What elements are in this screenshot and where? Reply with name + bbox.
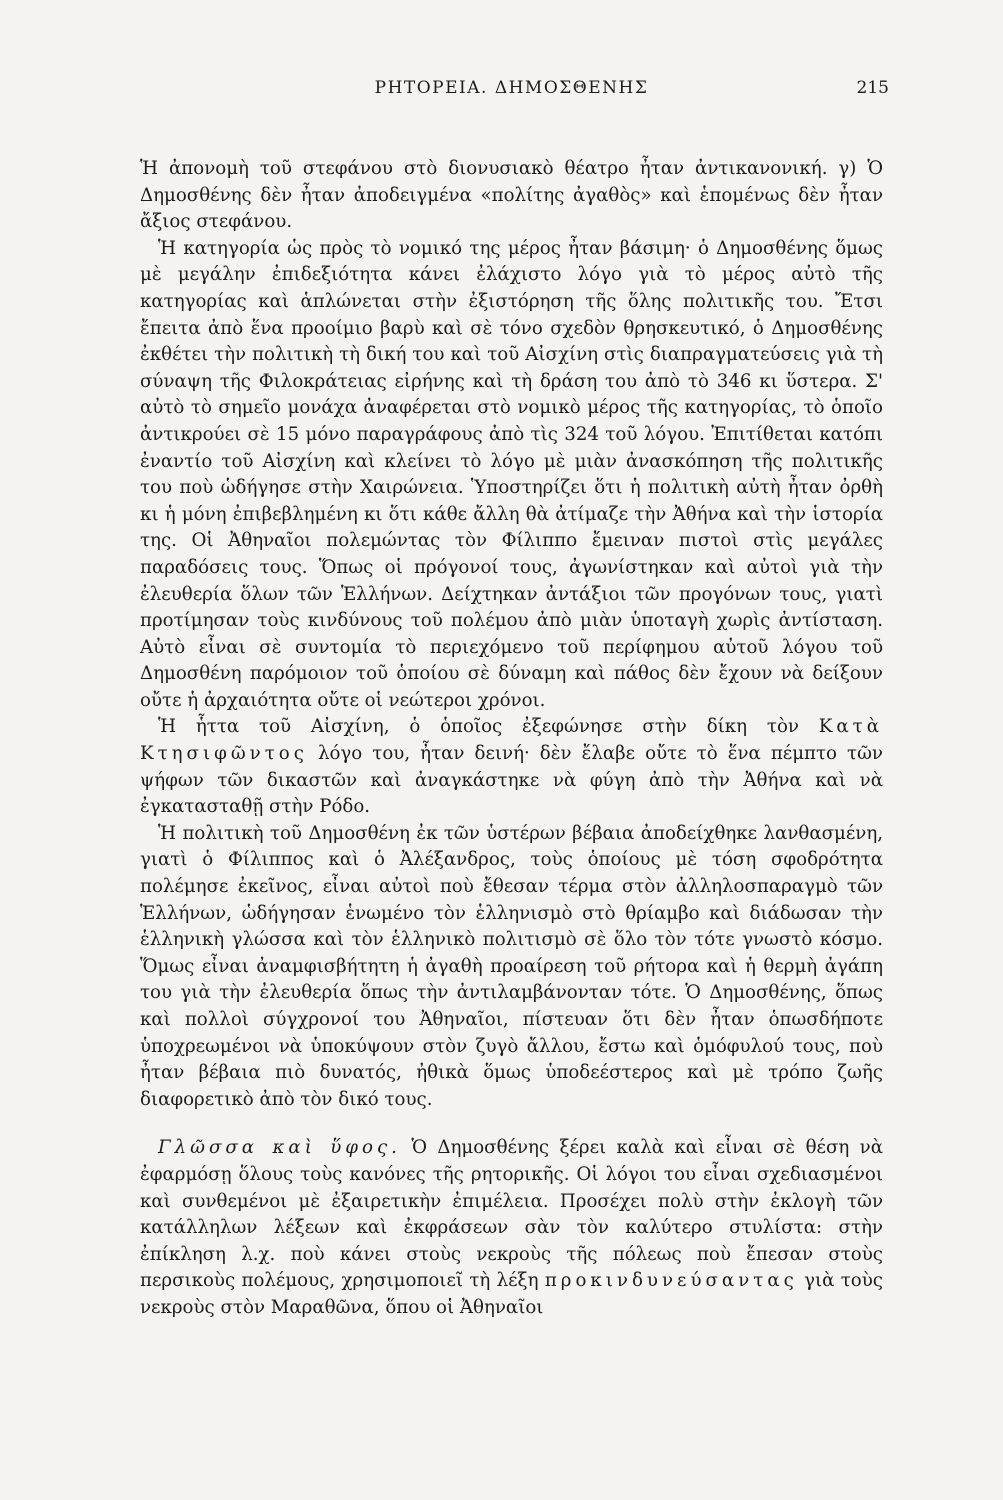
spaced-word: προκινδυνεύσαντας [544, 1270, 798, 1292]
paragraph-5 [140, 1135, 883, 1321]
paragraph-5-mid: Ὁ Δημοσθένης ξέρει καλὰ καὶ εἶναι σὲ θέση νὰ ἐφαρμόσῃ ὅλους τοὺς κανόνες τῆς ρητορικῆς. Οἱ λόγοι του εἶναι σχεδιασμένοι καὶ συνθεμένοι μὲ ἐξαιρετικὴν ἐπιμέλεια. Προσέχει πολὺ στὴν ἐκλογὴ τῶν κατάλληλων λέξεων καὶ ἐκφράσεων σὰν τὸν καλύτερο στυλίστα: στὴν ἐπίκληση λ.χ. ποὺ κάνει στοὺς νεκροὺς τῆς πόλεως ποὺ ἔπεσαν στοὺς περσικοὺς πολέμους, χρησιμοποιεῖ τὴ λέξη [140, 1137, 883, 1292]
speech-title-spaced: Κατὰ Κτησιφῶντος [140, 716, 883, 765]
paragraph-5-post: γιὰ τοὺς νεκροὺς στὸν Μαραθῶνα, ὅπου οἱ Ἀθηναῖοι [140, 1270, 883, 1318]
paragraph-3-post: λόγο του, ἦταν δεινή· δὲν ἔλαβε οὔτε τὸ ἕνα πέμπτο τῶν ψήφων τῶν δικαστῶν καὶ ἀναγκάστηκε νὰ φύγη ἀπὸ τὴν Ἀθήνα καὶ νὰ ἐγκατασταθῇ στὴν Ρόδο. [140, 743, 883, 818]
paragraph-3-pre: Ἡ ἧττα τοῦ Αἰσχίνη, ὁ ὁποῖος ἐξεφώνησε στὴν δίκη τὸν [158, 716, 819, 738]
section-heading: Γλῶσσα καὶ ὕφος. [158, 1137, 401, 1159]
paragraph-1: Ἡ ἀπονομὴ τοῦ στεφάνου στὸ διονυσιακὸ θέατρο ἦταν ἀντικανονική. γ) Ὁ Δημοσθένης δὲν ἦταν ἀποδειγμένα «πολίτης ἀγαθὸς» καὶ ἑπομένως δὲν ἦταν ἄξιος στεφάνου. [140, 158, 883, 233]
paragraph-2: Ἡ κατηγορία ὡς πρὸς τὸ νομικό της μέρος ἦταν βάσιμη· ὁ Δημοσθένης ὅμως μὲ μεγάλην ἐπιδεξιότητα κάνει ἐλάχιστο λόγο γιὰ τὸ μέρος αὐτὸ τῆς κατηγορίας καὶ ἁπλώνεται στὴν ἐξιστόρηση τῆς ὅλης πολιτικῆς του. Ἔτσι ἔπειτα ἀπὸ ἕνα προοίμιο βαρὺ καὶ σὲ τόνο σχεδὸν θρησκευτικό, ὁ Δημοσθένης ἐκθέτει τὴν πολιτικὴ τὴ δική του καὶ τοῦ Αἰσχίνη στὶς διαπραγματεύσεις γιὰ τὴ σύναψη τῆς Φιλοκράτειας εἰρήνης καὶ τὴ δράση του ἀπὸ τὸ 346 κι ὕστερα. Σ' αὐτὸ τὸ σημεῖο μονάχα ἀναφέρεται στὸ νομικὸ μέρος τῆς κατηγορίας, τὸ ὁποῖο ἀντικρούει σὲ 15 μόνο παραγράφους ἀπὸ τὶς 324 τοῦ λόγου. Ἐπιτίθεται κατόπι ἐναντίο τοῦ Αἰσχίνη καὶ κλείνει τὸ λόγο μὲ μιὰν ἀνασκόπηση τῆς πολιτικῆς του ποὺ ὡδήγησε στὴν Χαιρώνεια. Ὑποστηρίζει ὅτι ἡ πολιτικὴ αὐτὴ ἦταν ὀρθὴ κι ἡ μόνη ἐπιβεβλημένη κι ὅτι κάθε ἄλλη θὰ ἀτίμαζε τὴν Ἀθήνα καὶ τὴν ἱστορία της. Οἱ Ἀθηναῖοι πολεμώντας τὸν Φίλιππο ἔμειναν πιστοὶ στὶς μεγάλες παραδόσεις τους. Ὅπως οἱ πρόγονοί τους, ἀγωνίστηκαν καὶ αὐτοὶ γιὰ τὴν ἐλευθερία ὅλων τῶν Ἑλλήνων. Δείχτηκαν ἀντάξιοι τῶν προγόνων τους, γιατὶ προτίμησαν τοὺς κινδύνους τοῦ πολέμου ἀπὸ μιὰν ὑποταγὴ χωρὶς ἀντίσταση. Αὐτὸ εἶναι σὲ συντομία τὸ περιεχόμενο τοῦ περίφημου αὐτοῦ λόγου τοῦ Δημοσθένη παρόμοιον τοῦ ὁποίου σὲ δύναμη καὶ πάθος δὲν ἔχουν νὰ δείξουν οὔτε ἡ ἀρχαιότητα οὔτε οἱ νεώτεροι χρόνοι. [140, 237, 883, 711]
paragraph-4: Ἡ πολιτικὴ τοῦ Δημοσθένη ἐκ τῶν ὑστέρων βέβαια ἀποδείχθηκε λανθασμένη, γιατὶ ὁ Φίλιππος καὶ ὁ Ἀλέξανδρος, τοὺς ὁποίους μὲ τόση σφοδρότητα πολέμησε ἐκεῖνος, εἶναι αὐτοὶ ποὺ ἔθεσαν τέρμα στὸν ἀλληλοσπαραγμὸ τῶν Ἑλλήνων, ὡδήγησαν ἑνωμένο τὸν ἑλληνισμὸ στὸ θρίαμβο καὶ διάδωσαν τὴν ἑλληνικὴ γλώσσα καὶ τὸν ἑλληνικὸ πολιτισμὸ σὲ ὅλο τὸν τότε γνωστὸ κόσμο. Ὅμως εἶναι ἀναμφισβήτητη ἡ ἀγαθὴ προαίρεση τοῦ ρήτορα καὶ ἡ θερμὴ ἀγάπη του γιὰ τὴν ἐλευθερία ὅπως τὴν ἀντιλαμβάνονταν τότε. Ὁ Δημοσθένης, ὅπως καὶ πολλοὶ σύγχρονοί του Ἀθηναῖοι, πίστευαν ὅτι δὲν ἦταν ὁπωσδήποτε ὑποχρεωμένοι νὰ ὑποκύψουν στὸν ζυγὸ ἄλλου, ἔστω καὶ ὁμόφυλού τους, ποὺ ἦταν βέβαια πιὸ δυνατός, ἠθικὰ ὅμως ὑποδεέστερος καὶ μὲ τρόπο ζωῆς διαφορετικὸ ἀπὸ τὸν δικό τους. [140, 822, 883, 1110]
running-title: ΡΗΤΟΡΕΙΑ. ΔΗΜΟΣΘΕΝΗΣ [374, 78, 649, 98]
paragraph-3 [140, 714, 883, 820]
page-number: 215 [856, 78, 889, 98]
body-text [140, 156, 883, 1322]
running-head [140, 60, 889, 100]
